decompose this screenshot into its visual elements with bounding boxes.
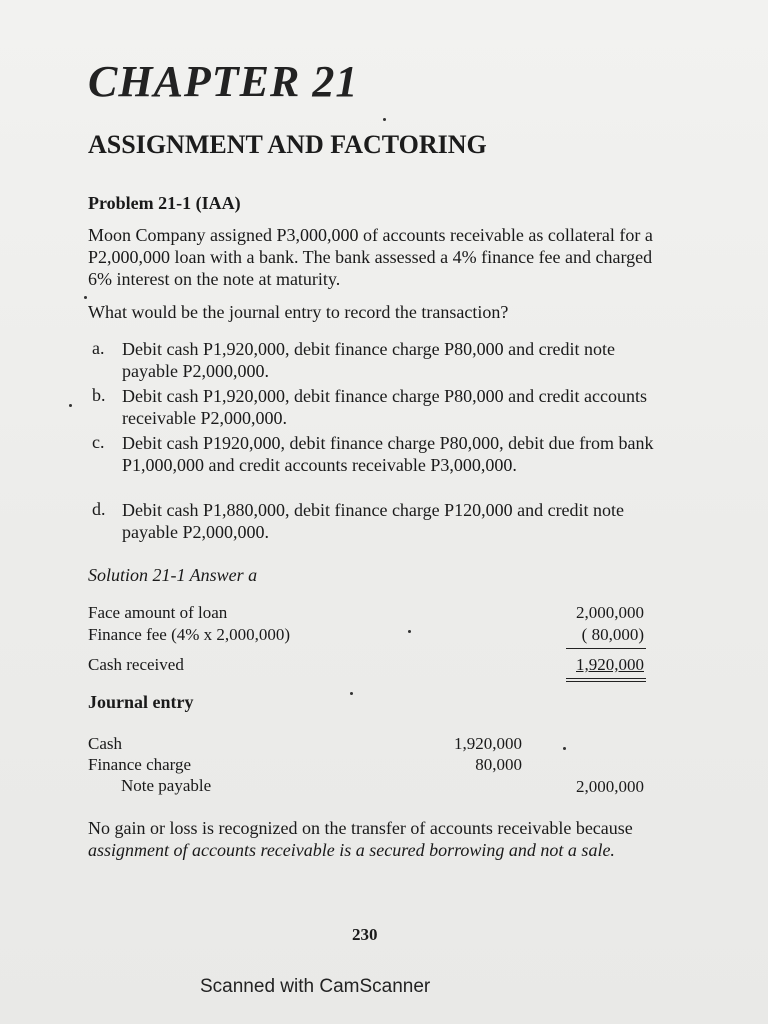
journal-account-note-payable: Note payable xyxy=(121,776,212,795)
scanner-watermark: Scanned with CamScanner xyxy=(200,976,431,997)
option-b-text: Debit cash P1,920,000, debit finance charge P80,000 and credit accounts receivable P2,000,000. xyxy=(122,386,648,428)
chapter-title: CHAPTER 21 xyxy=(88,57,359,106)
closing-italic-text: assignment of accounts receivable is a secured borrowing and not a sale. xyxy=(88,840,615,860)
computation-label-finance-fee: Finance fee (4% x 2,000,000) xyxy=(88,625,291,644)
journal-entry-title: Journal entry xyxy=(88,692,194,712)
problem-statement: Moon Company assigned P3,000,000 of accounts receivable as collateral for a P2,000,000 loan with a bank. The bank assessed a 4% finance fee and charged 6% interest on the note at maturity. xyxy=(88,225,653,289)
computation-value-finance-fee: ( 80,000) xyxy=(581,625,644,644)
computation-value-cash-received: 1,920,000 xyxy=(576,655,644,674)
scan-speck xyxy=(69,404,72,407)
total-double-rule-2 xyxy=(566,681,646,682)
chapter-subtitle: ASSIGNMENT AND FACTORING xyxy=(88,130,487,159)
journal-credit-note-payable: 2,000,000 xyxy=(576,777,644,796)
journal-account-finance-charge: Finance charge xyxy=(88,755,192,774)
closing-plain-text: No gain or loss is recognized on the transfer of accounts receivable because xyxy=(88,818,633,838)
journal-account-cash: Cash xyxy=(88,734,122,753)
option-b-letter: b. xyxy=(92,385,106,405)
option-a-letter: a. xyxy=(92,338,105,358)
scan-speck xyxy=(563,747,566,750)
option-c-letter: c. xyxy=(92,432,105,452)
option-d-letter: d. xyxy=(92,499,106,519)
journal-debit-finance-charge: 80,000 xyxy=(475,755,522,774)
scan-speck xyxy=(408,630,411,633)
total-double-rule-1 xyxy=(566,678,646,679)
scan-speck xyxy=(350,692,353,695)
computation-label-face-amount: Face amount of loan xyxy=(88,603,228,622)
problem-title: Problem 21-1 (IAA) xyxy=(88,193,241,213)
problem-question: What would be the journal entry to record the transaction? xyxy=(88,302,509,322)
computation-label-cash-received: Cash received xyxy=(88,655,184,674)
solution-title: Solution 21-1 Answer a xyxy=(88,565,258,585)
journal-debit-cash: 1,920,000 xyxy=(454,734,522,753)
page-number: 230 xyxy=(352,925,378,944)
option-d-text: Debit cash P1,880,000, debit finance charge P120,000 and credit note payable P2,000,000. xyxy=(122,500,625,542)
computation-value-face-amount: 2,000,000 xyxy=(576,603,644,622)
option-a-text: Debit cash P1,920,000, debit finance charge P80,000 and credit note payable P2,000,000. xyxy=(122,339,616,381)
closing-paragraph xyxy=(88,817,663,861)
subtotal-rule xyxy=(566,648,646,649)
scan-speck xyxy=(84,296,87,299)
scan-speck xyxy=(383,118,386,121)
option-c-text: Debit cash P1920,000, debit finance charge P80,000, debit due from bank P1,000,000 and credit accounts receivable P3,000,000. xyxy=(122,433,654,475)
